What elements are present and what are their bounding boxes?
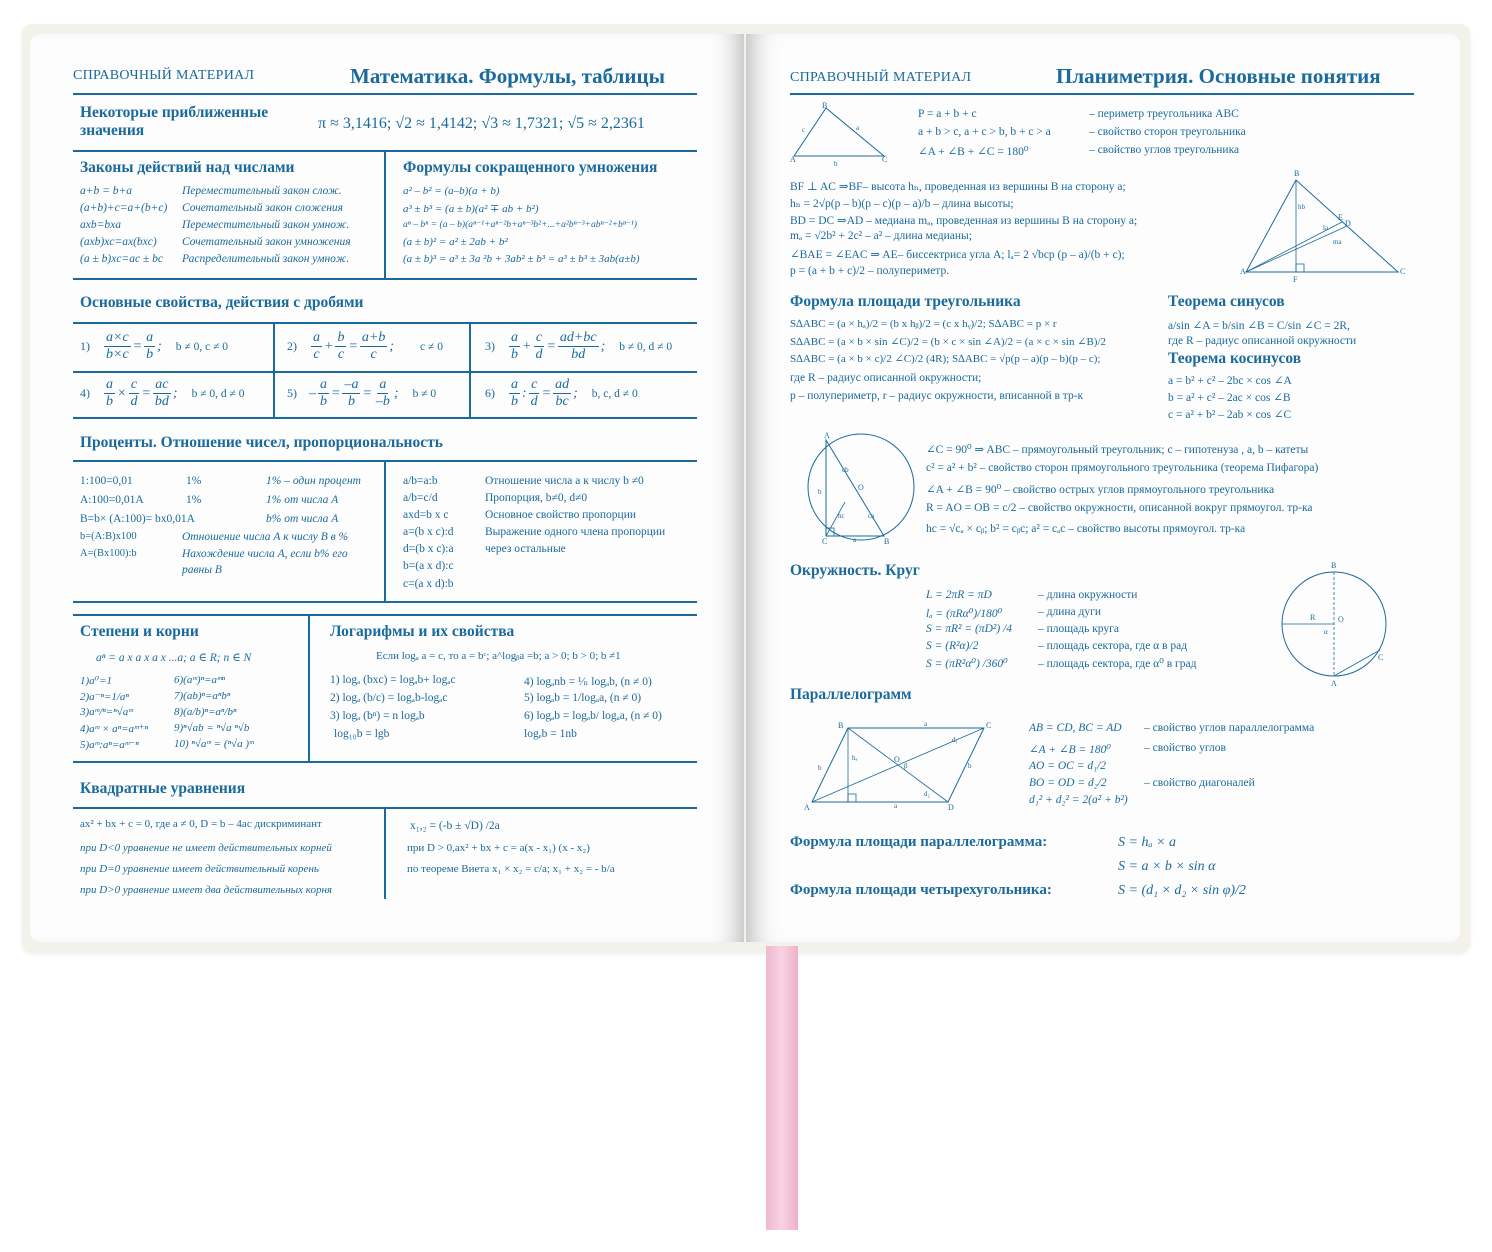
law-desc: Сочетательный закон сложения [182,202,344,214]
parallelogram-formula: AO = OC = d₁/2 [1029,760,1107,772]
parallelogram-diagram [804,720,994,810]
law-formula: (a ± b)xc=ac ± bc [80,253,163,265]
left-header-title: Математика. Формулы, таблицы [350,64,666,88]
right-triangle-line: R = AO = OB = c/2 – свойство окружности, описанной вокруг прямоугол. тр-ка [926,502,1313,514]
powers-rule: 4)aᵐ × aⁿ=aᵐ⁺ⁿ [80,723,148,735]
svg-text:a: a [856,124,860,132]
circle-formula: S = πR² = (πD²) /4 [926,623,1012,635]
percent-desc: 1% – один процент [266,475,361,487]
height-line: BD = DC ⇒AD – медиана mₐ, проведенная из вершины В на сторону а; [790,215,1138,227]
svg-text:C: C [986,721,992,730]
height-line: ∠BAE = ∠EAC ⇒ AE– биссектриса угла А; lₐ= 2 √bcp (p – a)/(b + c); [790,249,1125,261]
triangle-formula: P = a + b + c [918,108,977,120]
svg-text:cb: cb [842,466,849,474]
approx-values: π ≈ 3,1416; √2 ≈ 1,4142; √3 ≈ 1,7321; √5 ≈ 2,2361 [318,115,645,132]
right-triangle-line: ∠A + ∠B = 90⁰ – свойство острых углов прямоугольного треугольника [926,484,1275,496]
proportion-formula: axd=b x c [403,509,449,521]
svg-text:b: b [818,764,822,772]
sines-title: Теорема синусов [1168,293,1285,310]
proportion-desc: Выражение одного члена пропорции [485,526,666,538]
svg-text:hc: hc [838,512,845,520]
percent-value: 1% [186,475,202,487]
laws-title: Законы действий над числами [80,159,295,176]
svg-text:hₐ: hₐ [852,754,858,762]
circle-desc: – длина дуги [1038,606,1101,618]
svg-text:F: F [1293,275,1298,284]
triangle-area-row: S∆ABC = (a × hₐ)/2 = (b x hᵦ)/2 = (c x hᵧ)/2; S∆ABC = p × r [790,318,1057,330]
circle-formula: S = (πR²α⁰) /360⁰ [926,658,1008,670]
left-page [30,34,744,942]
svg-text:B: B [822,101,828,110]
proportion-desc: Отношение числа а к числу b ≠0 [485,475,644,487]
proportion-formula: a=(b x c):d [403,526,454,538]
law-formula: (a+b)+c=a+(b+c) [80,202,168,214]
height-line: mₐ = √2b² + 2c² – a² – длина медианы; [790,230,972,242]
quadratic-line: при D<0 уравнение не имеет действительных корней [80,842,332,854]
fraction-cell-6: 6) a b : c d = ad bc ; b, c, d ≠ 0 [485,377,638,409]
fraction-cell-4: 4) a b × c d = ac bd ; b ≠ 0, d ≠ 0 [80,377,245,409]
powers-rule: 8)(a/b)ⁿ=aⁿ/bⁿ [174,706,237,718]
law-desc: Переместительный закон слож. [182,185,342,197]
svg-text:O: O [894,755,900,764]
short-mult-row: (a ± b)² = a² ± 2ab + b² [403,236,508,248]
right-header-title: Планиметрия. Основные понятия [1056,64,1381,88]
svg-text:c: c [802,126,806,134]
cosines-title: Теорема косинусов [1168,350,1302,367]
percent-desc: Нахождение числа А, если b% его [182,548,348,560]
svg-text:E: E [1338,213,1343,222]
height-line: BF ⊥ AC ⇒BF– высота hₙ, проведенная из вершины В на сторону а; [790,181,1126,193]
triangle-area-row: S∆ABC = (a × b × sin ∠C)/2 = (b × c × sin ∠A)/2 = (a × c × sin ∠B)/2 [790,336,1107,348]
quadratic-line: при D > 0,ax² + bx + c = a(x - x₁) (x - x₂) [407,842,590,854]
triangle-formula: a + b > c, a + c > b, b + c > a [918,126,1051,138]
triangle-medians-diagram [1238,169,1408,284]
logs-rule: logₑb = 1nb [524,728,577,740]
percent-formula: A=(Bx100):b [80,548,137,559]
quadratic-line: ax² + bx + c = 0, где a ≠ 0, D = b – 4ac дискриминант [80,818,322,830]
law-desc: Распределительный закон умнож. [182,253,350,265]
svg-text:b: b [834,160,838,168]
logs-rule: 4) logₐnb = ¹⁄ₙ logₐb, (n ≠ 0) [524,676,652,688]
bookmark-ribbon [766,946,798,1230]
parallelogram-formula: BO = OD = d₂/2 [1029,777,1107,789]
svg-text:b: b [818,488,822,496]
quadrilateral-area-title: Формула площади четырехугольника: [790,882,1052,898]
svg-text:C: C [882,155,888,164]
law-desc: Сочетательный закон умножения [182,236,351,248]
height-line: p = (a + b + c)/2 – полупериметр. [790,265,950,277]
parallelogram-desc: – свойство углов параллелограмма [1144,722,1315,734]
law-formula: a+b = b+a [80,185,133,197]
quadratic-line: при D=0 уравнение имеет действительный корень [80,863,319,875]
right-triangle-line: hc = √cₐ × cᵦ; b² = cᵦc; a² = cₐc – свойство высоты прямоугол. тр-ка [926,523,1246,535]
svg-text:B: B [884,537,890,546]
height-line: hₙ = 2√p(p – b)(p – c)(p – a)/b – длина высоты; [790,198,1014,210]
svg-text:A: A [804,803,810,812]
proportion-formula: b=(a x d):c [403,560,454,572]
short-mult-row: a³ ± b³ = (a ± b)(a² ∓ ab + b²) [403,203,539,215]
svg-text:D: D [948,803,954,812]
fraction-cell-3: 3) a b + c d = ad+bc bd ; b ≠ 0, d ≠ 0 [485,330,673,362]
law-desc: Переместительный закон умнож. [182,219,350,231]
quadrilateral-area-formula: S = (d₁ × d₂ × sin φ)/2 [1118,883,1246,898]
percent-formula: 1:100=0,01 [80,475,133,487]
parallelogram-area-formula: S = hₐ × a [1118,835,1176,850]
logs-definition: Если logₐ a = c, то a = bᶜ; a^logᵦa =b; a > 0; b > 0; b ≠1 [376,650,621,662]
circle-formula: L = 2πR = πD [926,589,992,601]
percent-value: 1% [186,494,202,506]
svg-text:hb: hb [1298,203,1305,211]
triangle-desc: – свойство углов треугольника [1089,144,1240,156]
svg-text:D: D [1345,219,1351,228]
percent-formula: b=(A:B)x100 [80,531,137,542]
svg-text:O: O [858,483,864,492]
parallelogram-desc: – свойство углов [1144,742,1226,754]
parallelogram-formula: AB = CD, BC = AD [1029,722,1122,734]
quadratic-line: по теореме Виета x₁ × x₂ = c/a; x₁ + x₂ = - b/a [407,863,615,875]
sines-row: где R – радиус описанной окружности [1168,335,1357,347]
parallelogram-desc: – свойство диагоналей [1144,777,1255,789]
parallelogram-formula: d₁² + d₂² = 2(a² + b²) [1029,794,1128,806]
circle-desc: – площадь круга [1038,623,1119,635]
fraction-cell-1: 1) a×c b×c = a b ; b ≠ 0, c ≠ 0 [80,330,229,362]
svg-text:O: O [1338,615,1344,624]
triangle-formula: ∠A + ∠B + ∠C = 180⁰ [918,146,1029,158]
svg-text:A: A [790,155,796,164]
proportion-desc: Пропорция, b≠0, d≠0 [485,492,588,504]
svg-text:B: B [1294,169,1300,178]
circle-desc: – площадь сектора, где α в рад [1038,640,1188,652]
cosines-row: a = b² + c² – 2bc × cos ∠A [1168,375,1292,387]
svg-text:β: β [904,762,908,770]
percent-title: Проценты. Отношение чисел, пропорциональность [80,434,443,451]
quadratic-line: при D>0 уравнение имеет два действительных корня [80,884,333,896]
svg-text:C: C [1400,267,1406,276]
percent-formula: A:100=0,01A [80,494,144,506]
approx-label-1: Некоторые приближенные [80,104,269,121]
powers-definition: aⁿ = a x a x a x ...a; a ∈ R; n ∈ N [96,652,252,664]
law-formula: (axb)xc=ax(bxc) [80,236,157,248]
powers-rule: 5)aᵐ:aⁿ=aᵐ⁻ⁿ [80,739,139,751]
short-mult-row: a² – b² = (a–b)(a + b) [403,185,500,197]
circle-formula: S = (R²α)/2 [926,640,979,652]
svg-text:ca: ca [868,512,875,520]
powers-rule: 3)aᵐ/ⁿ=ⁿ√aᵐ [80,706,133,718]
quadratic-root: x₁,₂ = (-b ± √D) /2a [410,820,500,832]
triangle-desc: – периметр треугольника ABC [1089,108,1239,120]
proportion-formula: d=(b x c):a [403,543,454,555]
triangle-desc: – свойство сторон треугольника [1089,126,1246,138]
proportion-desc: Основное свойство пропорции [485,509,637,521]
law-formula: axb=bxa [80,219,121,231]
parallelogram-formula: ∠A + ∠B = 180⁰ [1029,744,1111,756]
svg-text:B: B [838,721,844,730]
fractions-title: Основные свойства, действия с дробями [80,294,364,311]
approx-label-2: значения [80,122,145,139]
proportion-formula: a/b=a:b [403,475,438,487]
right-triangle-circle-diagram [798,432,914,544]
parallelogram-title: Параллелограмм [790,686,912,703]
svg-text:B: B [1331,561,1337,570]
parallelogram-area-title: Формула площади параллелограмма: [790,834,1048,850]
triangle-area-row: S∆ABC = (a × b × c)/2 ∠C)/2 (4R); S∆ABC = √p(p – a)(p – b)(p – c); [790,353,1101,365]
logs-rule: 5) logₐb = 1/logₐa, (n ≠ 0) [524,692,642,704]
svg-text:C: C [822,537,828,546]
svg-text:R: R [1310,613,1316,622]
svg-text:a: a [894,802,898,810]
right-page [746,34,1460,942]
percent-desc: равны В [182,564,222,576]
svg-text:C: C [1378,653,1384,662]
powers-rule: 7)(ab)ⁿ=aⁿbⁿ [174,690,231,702]
triangle-area-title: Формула площади треугольника [790,293,1021,310]
short-mult-title: Формулы сокращенного умножения [403,159,658,176]
svg-text:a: a [924,720,928,728]
right-header-label: СПРАВОЧНЫЙ МАТЕРИАЛ [790,70,972,85]
circle-title: Окружность. Круг [790,562,920,579]
svg-text:A: A [824,431,830,440]
logs-rule: 1) logₐ (bxc) = logₐb+ logₐc [330,674,456,686]
percent-desc: Отношение числа А к числу В в % [182,531,349,543]
svg-text:la: la [1323,224,1329,232]
triangle-area-row: p – полупериметр, r – радиус окружности, вписанной в тр-к [790,390,1084,402]
proportion-formula: c=(a x d):b [403,578,454,590]
logs-rule: log₁₀b = lgb [334,728,390,740]
circle-desc: – длина окружности [1038,589,1138,601]
svg-text:A: A [1331,679,1337,688]
circle-diagram [1276,560,1396,688]
powers-rule: 2)a⁻ⁿ=1/aⁿ [80,691,129,703]
percent-desc: b% от числа А [266,513,339,525]
logs-rule: 2) logₐ (b/c) = logₐb-logₐc [330,692,448,704]
left-header-label: СПРАВОЧНЫЙ МАТЕРИАЛ [73,68,255,83]
powers-rule: 10) ⁿ√aᵐ = (ⁿ√a )ᵐ [174,738,254,750]
percent-desc: 1% от числа А [266,494,339,506]
proportion-desc: через остальные [485,543,566,555]
short-mult-row: aⁿ – bⁿ = (a – b)(aⁿ⁻¹+aⁿ⁻²b+aⁿ⁻³b²+...+a²bⁿ⁻³+abⁿ⁻²+bⁿ⁻¹) [403,219,637,230]
cosines-row: b = a² + c² – 2ac × cos ∠B [1168,392,1291,404]
logs-rule: 3) logₐ (bⁿ) = n logₐb [330,710,425,722]
powers-rule: 1)a⁰=1 [80,675,112,687]
powers-rule: 9)ⁿ√ab = ⁿ√a ⁿ√b [174,722,250,734]
svg-text:A: A [1240,267,1246,276]
parallelogram-area-formula: S = a × b × sin α [1118,859,1216,874]
quadratic-title: Квадратные уравнения [80,780,246,797]
short-mult-row: (a ± b)³ = a³ ± 3a ²b + 3ab² ± b³ = a³ ± b³ ± 3ab(a±b) [403,253,640,265]
proportion-formula: a/b=c/d [403,492,438,504]
triangle-abc-diagram [790,101,890,168]
fraction-cell-5: 5) – a b = –a b = a –b ; b ≠ 0 [287,377,437,409]
right-triangle-line: c² = a² + b² – свойство сторон прямоугольного треугольника (теорема Пифагора) [926,462,1319,474]
right-triangle-line: ∠C = 90⁰ ⇒ ABC – прямоугольный треугольник; c – гипотенуза , a, b – катеты [926,444,1309,456]
svg-text:ma: ma [1333,238,1342,246]
logs-title: Логарифмы и их свойства [330,623,515,640]
powers-rule: 6)(aᵐ)ⁿ=aᵐⁿ [174,674,226,686]
svg-text:d₁: d₁ [952,736,958,744]
percent-formula: B=b× (A:100)= bх0,01A [80,513,195,525]
powers-title: Степени и корни [80,623,199,640]
svg-text:b: b [968,762,972,770]
sines-row: a/sin ∠A = b/sin ∠B = C/sin ∠C = 2R, [1168,320,1350,332]
svg-text:d₂: d₂ [924,790,930,798]
circle-formula: lₐ = (πRα⁰)/180⁰ [926,608,1003,620]
circle-desc: – площадь сектора, где α⁰ в град [1038,658,1197,670]
triangle-area-row: где R – радиус описанной окружности; [790,372,982,384]
cosines-row: c = a² + b² – 2ab × cos ∠C [1168,409,1292,421]
logs-rule: 6) logₐb = logₐb/ logₐa, (n ≠ 0) [524,710,662,722]
svg-text:a: a [853,536,857,544]
fraction-cell-2: 2) a c + b c = a+b c ; c ≠ 0 [287,330,443,362]
svg-text:α: α [1324,628,1328,636]
